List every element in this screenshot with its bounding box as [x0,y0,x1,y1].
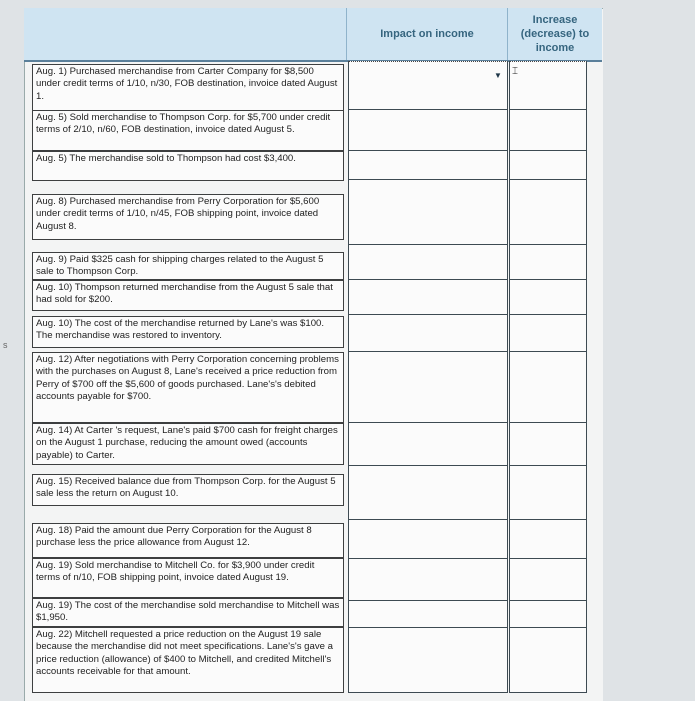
impact-select-5[interactable] [348,244,508,280]
amount-input-9[interactable] [509,422,587,466]
amount-input-8[interactable] [509,351,587,423]
impact-select-11[interactable] [348,519,508,559]
impact-select-14[interactable] [348,627,508,693]
row-aug10-return: Aug. 10) Thompson returned merchandise from the August 5 sale that had sold for $200. [32,280,344,311]
row-aug19-sale: Aug. 19) Sold merchandise to Mitchell Co. for $3,900 under credit terms of n/10, FOB shipping point, invoice dated August 19. [32,558,344,598]
row-aug18-paid: Aug. 18) Paid the amount due Perry Corporation for the August 8 purchase less the price allowance from August 12. [32,523,344,558]
header-increase-decrease: Increase (decrease) to income [507,8,602,60]
amount-input-11[interactable] [509,519,587,559]
text-cursor-icon: ⌶ [512,66,518,77]
impact-select-13[interactable] [348,600,508,628]
impact-select-12[interactable] [348,558,508,601]
row-aug1-purchase: Aug. 1) Purchased merchandise from Carter Company for $8,500 under credit terms of 1/10, n/30, FOB destination, invoice dated August 1. [32,64,344,111]
dropdown-arrow-icon[interactable]: ▼ [494,71,502,80]
amount-input-7[interactable] [509,314,587,352]
amount-input-3[interactable] [509,150,587,180]
row-aug10-cost-returned: Aug. 10) The cost of the merchandise returned by Lane's was $100. The merchandise was restored to inventory. [32,316,344,348]
amount-input-4[interactable] [509,179,587,245]
header-transaction-column [24,8,344,60]
margin-mark: s [3,340,8,350]
row-aug19-cost: Aug. 19) The cost of the merchandise sold merchandise to Mitchell was $1,950. [32,598,344,627]
row-aug9-shipping: Aug. 9) Paid $325 cash for shipping charges related to the August 5 sale to Thompson Corp. [32,252,344,280]
row-aug12-allowance: Aug. 12) After negotiations with Perry Corporation concerning problems with the purchases on August 8, Lane's received a price reduction from Perry of $700 off the $5,600 of goods purchased. Lane's's debited accounts payable for $700. [32,352,344,423]
header-impact-on-income: Impact on income [346,8,507,60]
impact-select-8[interactable] [348,351,508,423]
impact-select-1[interactable] [348,61,508,110]
row-aug22-allowance: Aug. 22) Mitchell requested a price reduction on the August 19 sale because the merchandise did not meet specifications. Lane's's gave a price reduction (allowance) of $400 to Mitchell, and credited Mitchell's accounts receivable for that amount. [32,627,344,693]
impact-select-4[interactable] [348,179,508,245]
amount-input-1[interactable] [509,61,587,110]
amount-input-10[interactable] [509,465,587,520]
impact-select-3[interactable] [348,150,508,180]
impact-select-6[interactable] [348,279,508,315]
impact-select-9[interactable] [348,422,508,466]
amount-input-13[interactable] [509,600,587,628]
row-aug15-received: Aug. 15) Received balance due from Thompson Corp. for the August 5 sale less the return on August 10. [32,474,344,506]
amount-input-6[interactable] [509,279,587,315]
impact-select-2[interactable] [348,109,508,151]
row-aug14-freight: Aug. 14) At Carter 's request, Lane's paid $700 cash for freight charges on the August 1 purchase, reducing the amount owed (accounts payable) to Carter. [32,423,344,465]
amount-input-2[interactable] [509,109,587,151]
row-aug5-cost: Aug. 5) The merchandise sold to Thompson had cost $3,400. [32,151,344,181]
amount-input-14[interactable] [509,627,587,693]
row-aug5-sale: Aug. 5) Sold merchandise to Thompson Corp. for $5,700 under credit terms of 2/10, n/60, FOB destination, invoice dated August 5. [32,110,344,151]
amount-input-5[interactable] [509,244,587,280]
impact-select-10[interactable] [348,465,508,520]
impact-select-7[interactable] [348,314,508,352]
row-aug8-purchase: Aug. 8) Purchased merchandise from Perry Corporation for $5,600 under credit terms of 1/10, n/45, FOB shipping point, invoice dated August 8. [32,194,344,240]
amount-input-12[interactable] [509,558,587,601]
